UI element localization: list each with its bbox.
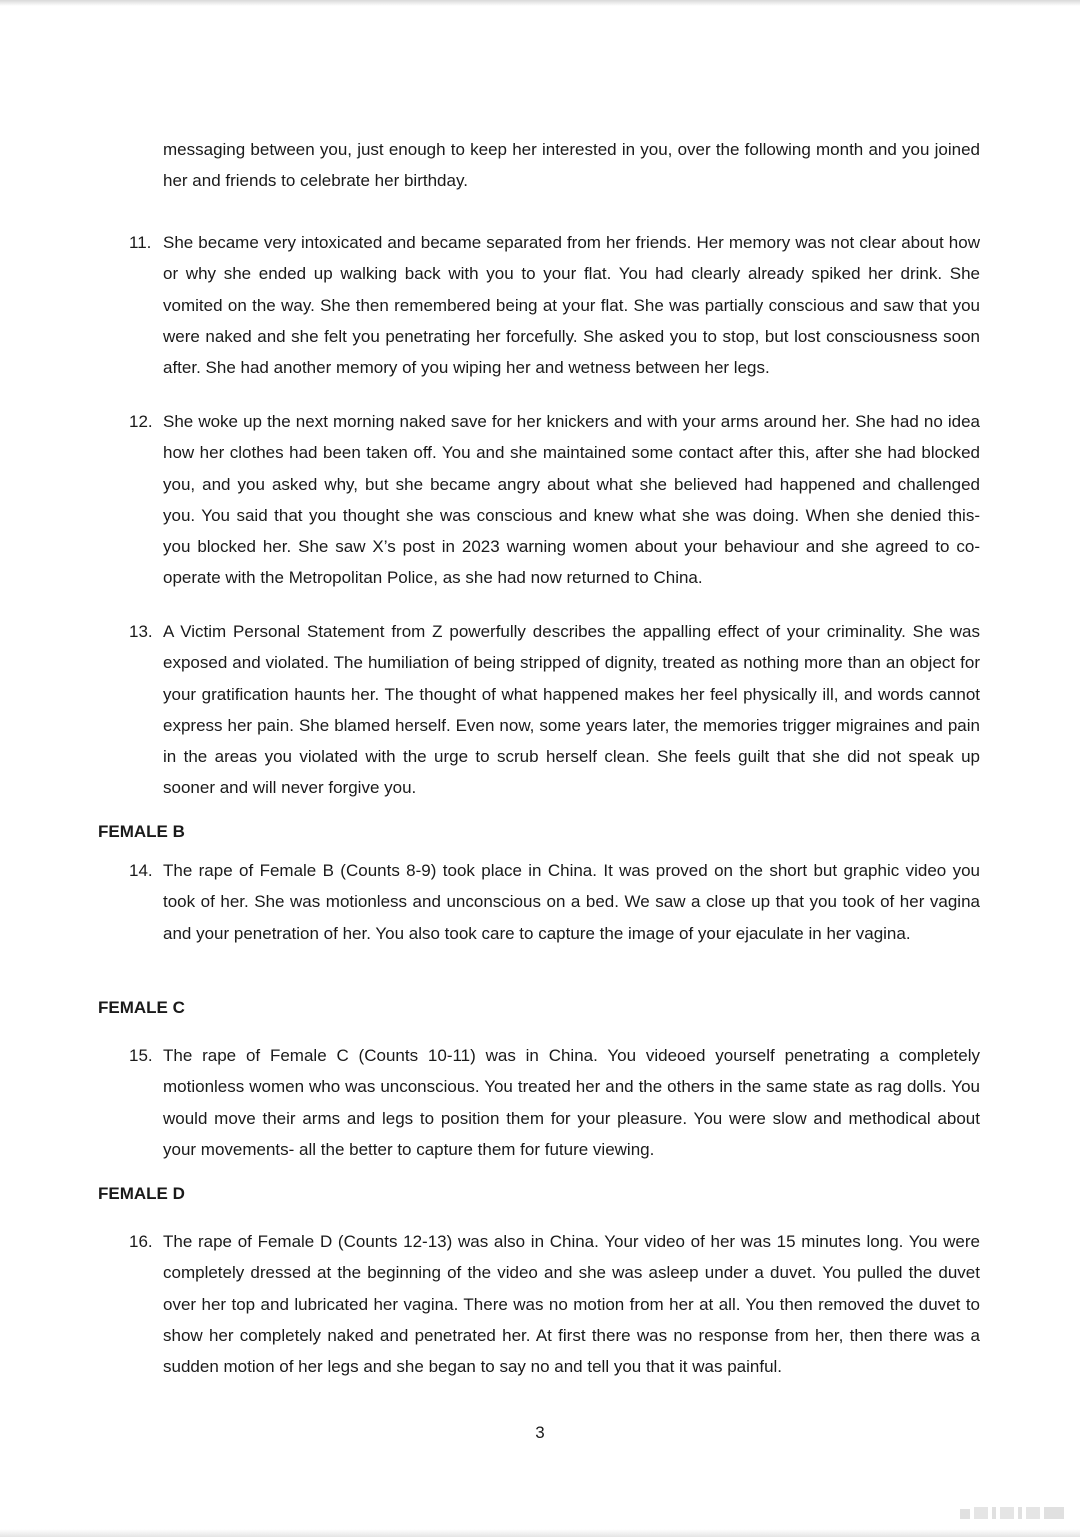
paragraph-12 xyxy=(129,406,980,594)
paragraph-text: The rape of Female C (Counts 10-11) was in China. You videoed yourself penetrating a completely motionless women who was unconscious. You treated her and the others in the same state as rag dolls. You would move their arms and legs to position them for your pleasure. You were slow and methodical about your movements- all the better to capture them for future viewing. xyxy=(163,1046,980,1159)
paragraph-14 xyxy=(129,855,980,949)
page-number: 3 xyxy=(535,1423,545,1442)
paragraph-text: A Victim Personal Statement from Z powerfully describes the appalling effect of your criminality. She was exposed and violated. The humiliation of being stripped of dignity, treated as nothing more than an object for your gratification haunts her. The thought of what happened makes her feel physically ill, and words cannot express her pain. She blamed herself. Even now, some years later, the memories trigger migraines and pain in the areas you violated with the urge to scrub herself clean. She feels guilt that she did not speak up sooner and will never forgive you. xyxy=(163,622,980,798)
paragraph-number: 11. xyxy=(129,233,152,252)
paragraph-text: She became very intoxicated and became separated from her friends. Her memory was not clear about how or why she ended up walking back with you to your flat. You had clearly already spiked her drink. She vomited on the way. She then remembered being at your flat. She was partially conscious and saw that you were naked and she felt you penetrating her forcefully. She asked you to stop, but lost consciousness soon after. She had another memory of you wiping her and wetness between her legs. xyxy=(163,233,980,378)
paragraph-number: 12. xyxy=(129,412,153,431)
paragraph-text: The rape of Female B (Counts 8-9) took place in China. It was proved on the short but graphic video you took of her. She was motionless and unconscious on a bed. We saw a close up that you took of her vagina and your penetration of her. You also took care to capture the image of your ejaculate in her vagina. xyxy=(163,861,980,943)
paragraph-number: 16. xyxy=(129,1232,153,1251)
paragraph-15 xyxy=(129,1040,980,1165)
watermark-logo-icon xyxy=(958,1503,1068,1523)
heading-female-d: FEMALE D xyxy=(98,1184,185,1203)
paragraph-13 xyxy=(129,616,980,804)
page-bottom-edge xyxy=(0,1529,1080,1537)
paragraph-11 xyxy=(129,227,980,383)
heading-female-c: FEMALE C xyxy=(98,998,185,1017)
paragraph-text: She woke up the next morning naked save for her knickers and with your arms around her. She had no idea how her clothes had been taken off. You and she maintained some contact after this, after she had blocked you, and you asked why, but she became angry about what she believed had happened and challenged you. You said that you thought she was conscious and knew what she was doing. When she denied this- you blocked her. She saw X’s post in 2023 warning women about your behaviour and she agreed to co-operate with the Metropolitan Police, as she had now returned to China. xyxy=(163,412,980,588)
paragraph-number: 13. xyxy=(129,622,153,641)
paragraph-number: 14. xyxy=(129,861,153,880)
paragraph-number: 15. xyxy=(129,1046,153,1065)
heading-female-b: FEMALE B xyxy=(98,822,185,841)
paragraph-text: The rape of Female D (Counts 12-13) was also in China. Your video of her was 15 minutes long. You were completely dressed at the beginning of the video and she was asleep under a duvet. You pulled the duvet over her top and lubricated her vagina. There was no motion from her at all. You then removed the duvet to show her completely naked and penetrated her. At first there was no response from her, then there was a sudden motion of her legs and she began to say no and tell you that it was painful. xyxy=(163,1232,980,1377)
continued-paragraph: messaging between you, just enough to keep her interested in you, over the following month and you joined her and friends to celebrate her birthday. xyxy=(163,140,980,191)
paragraph-16 xyxy=(129,1226,980,1382)
